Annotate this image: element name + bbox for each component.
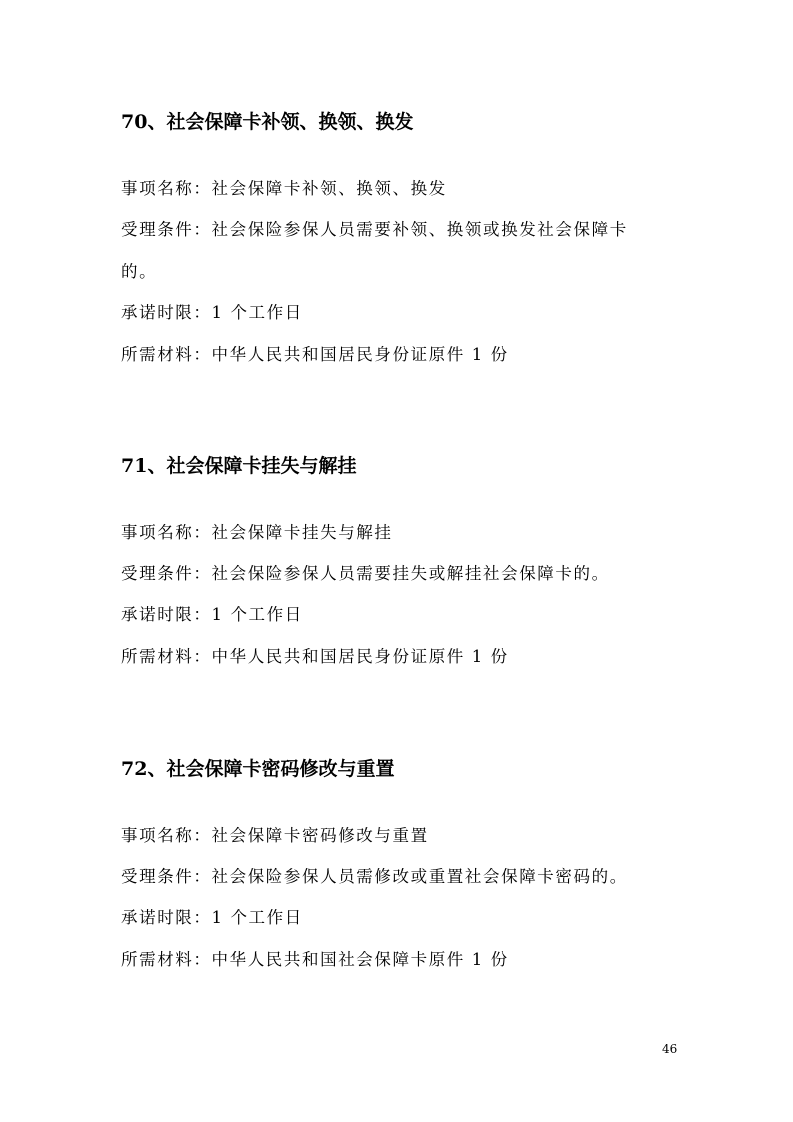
time-limit-line: 承诺时限：1 个工作日 [121, 303, 303, 322]
acceptance-condition-line: 受理条件：社会保险参保人员需修改或重置社会保障卡密码的。 [121, 867, 628, 886]
time-limit-line: 承诺时限：1 个工作日 [121, 908, 303, 927]
acceptance-condition-line: 受理条件：社会保险参保人员需要挂失或解挂社会保障卡的。 [121, 564, 610, 583]
time-limit-line: 承诺时限：1 个工作日 [121, 605, 303, 624]
item-name-line: 事项名称：社会保障卡密码修改与重置 [121, 826, 429, 845]
acceptance-condition-line: 受理条件：社会保险参保人员需要补领、换领或换发社会保障卡 [121, 220, 628, 239]
section-heading: 72、社会保障卡密码修改与重置 [121, 758, 395, 780]
required-materials-line: 所需材料：中华人民共和国居民身份证原件 1 份 [121, 345, 509, 364]
section-heading: 70、社会保障卡补领、换领、换发 [121, 111, 414, 133]
section-heading: 71、社会保障卡挂失与解挂 [121, 455, 357, 477]
item-name-line: 事项名称：社会保障卡挂失与解挂 [121, 523, 393, 542]
item-name-line: 事项名称：社会保障卡补领、换领、换发 [121, 179, 447, 198]
required-materials-line: 所需材料：中华人民共和国居民身份证原件 1 份 [121, 647, 509, 666]
acceptance-condition-continuation: 的。 [121, 262, 158, 281]
required-materials-line: 所需材料：中华人民共和国社会保障卡原件 1 份 [121, 950, 509, 969]
page-number: 46 [662, 1042, 678, 1056]
